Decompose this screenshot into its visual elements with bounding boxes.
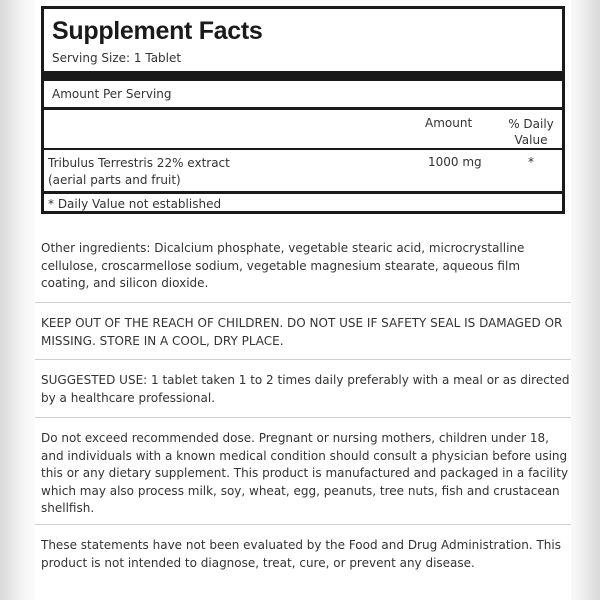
fda-disclaimer-text: These statements have not been evaluated by the Food and Drug Administration. This product is not intended to diagnose, treat, cure, or prevent any disease.	[41, 538, 561, 570]
footnote-divider	[44, 191, 562, 194]
column-header-daily-value	[500, 116, 562, 148]
header-divider	[44, 148, 562, 150]
section-divider	[35, 417, 571, 418]
caution-text: Do not exceed recommended dose. Pregnant or nursing mothers, children under 18, and individuals with a known medical condition should consult a physician before using this or any dietary supplement. This product is manufactured and packaged in a facility which may also process milk, soy, wheat, egg, peanuts, tree nuts, fish and crustacean shellfish.	[41, 431, 569, 515]
column-header-amount: Amount	[425, 116, 473, 130]
warning-text: KEEP OUT OF THE REACH OF CHILDREN. DO NOT USE IF SAFETY SEAL IS DAMAGED OR MISSING. STORE IN A COOL, DRY PLACE.	[41, 316, 563, 348]
serving-size: Serving Size: 1 Tablet	[52, 51, 182, 65]
ingredient-amount: 1000 mg	[428, 155, 482, 169]
section-divider	[35, 524, 571, 525]
section-divider	[35, 359, 571, 360]
thick-divider	[44, 71, 562, 81]
section-divider	[35, 302, 571, 303]
other-ingredients-text: Other ingredients: Dicalcium phosphate, vegetable stearic acid, microcrystalline cellulose, croscarmellose sodium, vegetable magnesium stearate, aqueous film coating, and silicon dioxide.	[41, 241, 525, 290]
ingredient-daily-value: *	[528, 155, 534, 169]
daily-value-line1: % Daily	[508, 117, 554, 131]
facts-title: Supplement Facts	[52, 17, 263, 45]
medium-divider	[44, 107, 562, 110]
ingredient-line2: (aerial parts and fruit)	[48, 173, 181, 187]
suggested-use-text: SUGGESTED USE: 1 tablet taken 1 to 2 times daily preferably with a meal or as directed by a healthcare professional.	[41, 373, 570, 405]
daily-value-line2: Value	[514, 133, 548, 147]
daily-value-footnote: * Daily Value not established	[48, 197, 222, 211]
ingredient-name	[48, 155, 230, 189]
supplement-facts-panel	[41, 6, 565, 214]
ingredient-line1: Tribulus Terrestris 22% extract	[48, 156, 230, 170]
amount-per-serving: Amount Per Serving	[52, 87, 172, 101]
